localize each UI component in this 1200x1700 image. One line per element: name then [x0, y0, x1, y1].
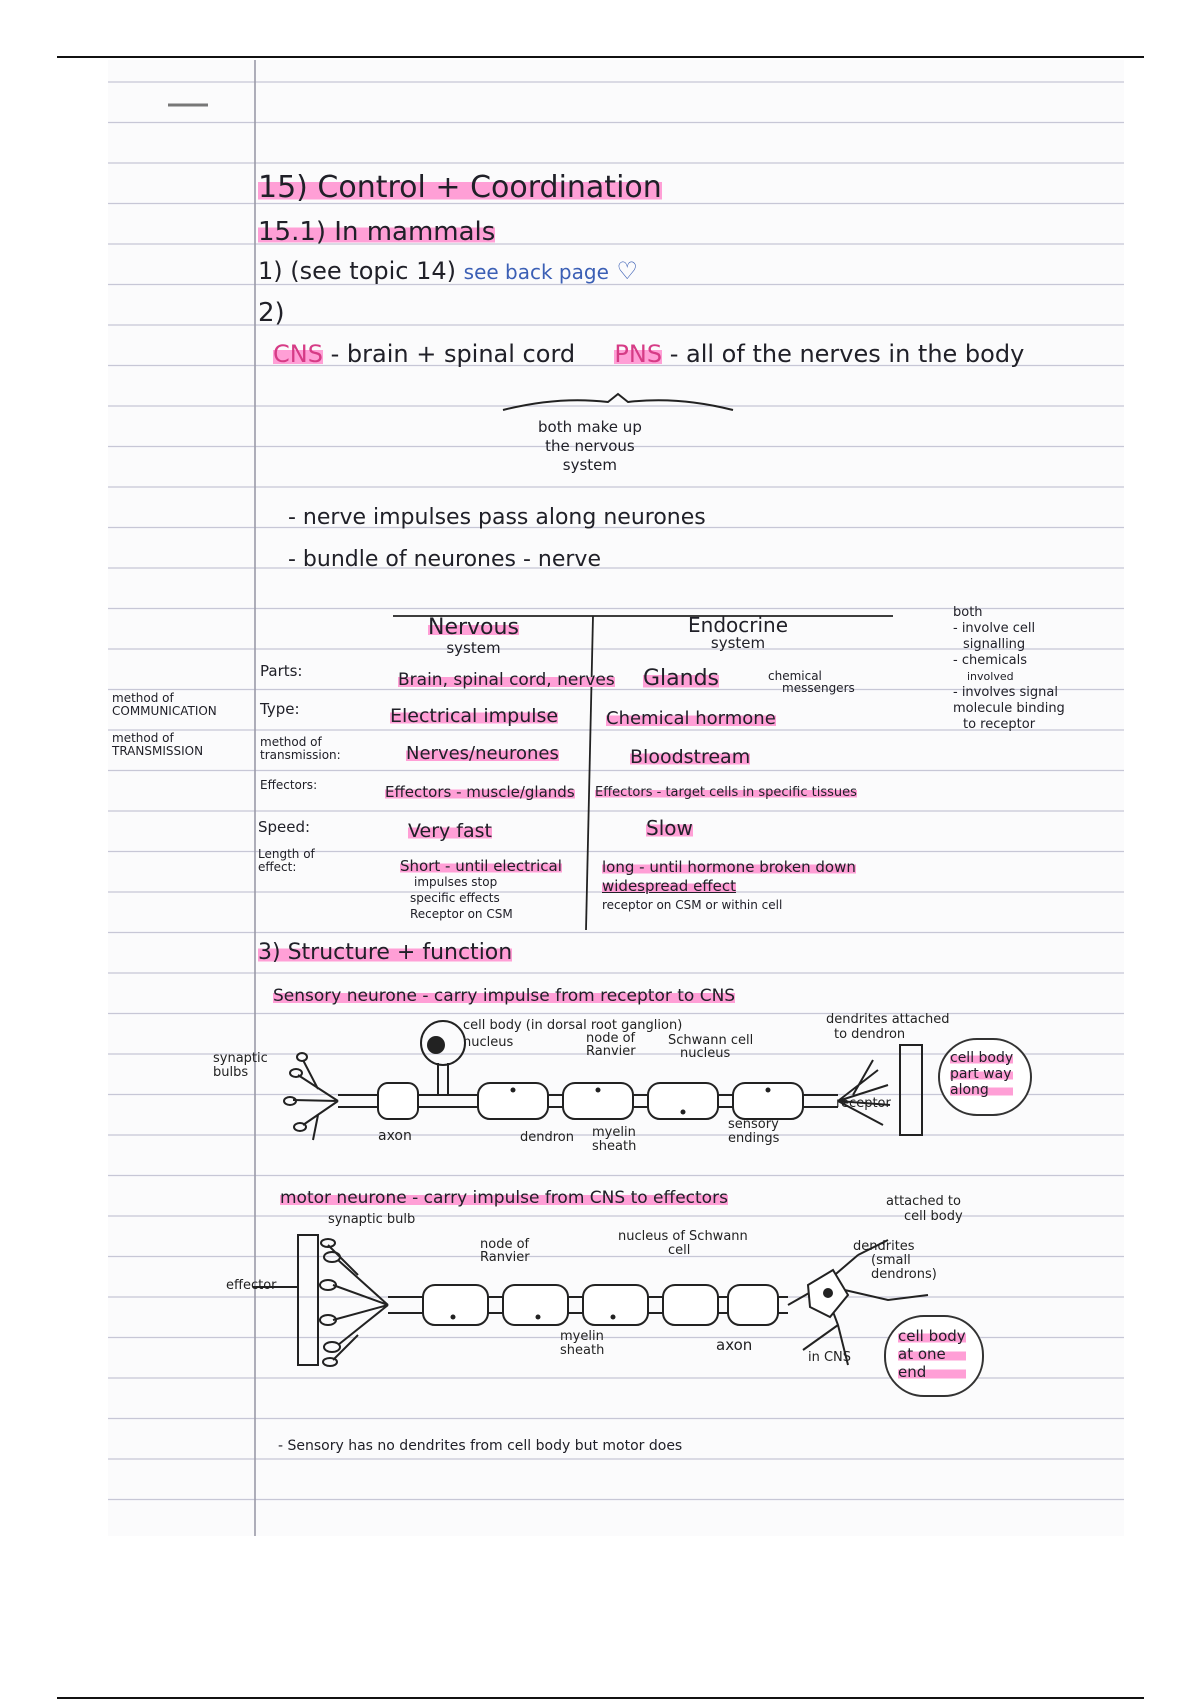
label-synaptic-bulb: synaptic bulb	[328, 1212, 416, 1227]
nervous-parts: Brain, spinal cord, nerves	[398, 670, 615, 690]
section3-heading: 3) Structure + function	[258, 940, 513, 965]
endocrine-length: long - until hormone broken down widespread effect receptor on CSM or within cell	[602, 858, 856, 912]
label-in-cns: in CNS	[808, 1350, 852, 1365]
cns-term: CNS	[273, 340, 323, 368]
row-label-method: method of transmission:	[260, 735, 341, 762]
row-label-speed: Speed:	[258, 818, 311, 836]
col-endocrine-header: Endocrine system	[688, 613, 788, 652]
row-label-length: Length of effect:	[258, 847, 315, 874]
motor-cloud-note: cell body at one end	[884, 1315, 984, 1397]
nervous-method: Nerves/neurones	[406, 743, 559, 764]
label-attached-cell-body: attached to cell body	[886, 1194, 963, 1224]
label-receptor: receptor	[836, 1096, 891, 1111]
label-sensory-endings: sensory endings	[728, 1117, 780, 1146]
margin-label-transmission: method of TRANSMISSION	[112, 731, 204, 758]
label-effector: effector	[226, 1278, 277, 1293]
label-myelin-sheath: myelin sheath	[592, 1125, 637, 1154]
footnote: - Sensory has no dendrites from cell body but motor does	[278, 1438, 683, 1454]
row-label-type: Type:	[260, 700, 300, 718]
label-synaptic-bulbs: synaptic bulbs	[213, 1051, 268, 1080]
endocrine-effectors: Effectors - target cells in specific tissues	[595, 785, 857, 800]
label-schwann-nucleus: Schwann cell nucleus	[668, 1033, 754, 1061]
nervous-effectors: Effectors - muscle/glands	[385, 783, 575, 801]
margin-label-communication: method of COMMUNICATION	[112, 691, 217, 718]
cns-pns-line: CNS - brain + spinal cord PNS - all of the nerves in the body	[273, 340, 1025, 368]
nervous-type: Electrical impulse	[390, 705, 559, 727]
label-dendrites-attached: dendrites attached to dendron	[826, 1012, 950, 1042]
chemical-messengers-note: chemical messengers	[768, 669, 855, 695]
heart-icon: ♡	[616, 257, 639, 285]
row-label-effectors: Effectors:	[260, 778, 318, 792]
col-nervous-header: Nervous system	[428, 615, 519, 657]
page-title: 15) Control + Coordination	[258, 170, 662, 205]
label-dendron: dendron	[520, 1130, 574, 1145]
motor-title: motor neurone - carry impulse from CNS to effectors	[280, 1188, 728, 1208]
label-axon: axon	[378, 1128, 412, 1144]
label-nucleus: nucleus	[463, 1035, 514, 1050]
pns-term: PNS	[614, 340, 663, 368]
label-motor-myelin-sheath: myelin sheath	[560, 1329, 605, 1358]
point-1: 1) (see topic 14) see back page ♡	[258, 257, 639, 285]
sensory-title: Sensory neurone - carry impulse from receptor to CNS	[273, 986, 736, 1006]
endocrine-parts: Glands	[643, 666, 720, 691]
point-2-number: 2)	[258, 298, 285, 328]
label-dendrites: dendrites (small dendrons)	[853, 1239, 937, 1282]
sensory-cloud-note: cell body part way along	[938, 1038, 1032, 1116]
nervous-length: Short - until electrical impulses stop specific effects Receptor on CSM	[400, 857, 562, 921]
bullet-nerve: - bundle of neurones - nerve	[288, 547, 601, 572]
endocrine-method: Bloodstream	[630, 746, 751, 768]
notebook-page	[108, 60, 1124, 1536]
bullet-impulses: - nerve impulses pass along neurones	[288, 505, 706, 530]
subtitle: 15.1) In mammals	[258, 217, 496, 247]
label-motor-node-ranvier: node of Ranvier	[480, 1237, 530, 1265]
page-bottom-rule	[57, 1697, 1144, 1699]
nervous-speed: Very fast	[408, 820, 492, 842]
endocrine-type: Chemical hormone	[606, 708, 776, 729]
see-back-page-link: see back page	[463, 260, 609, 284]
both-notes: both - involve cell signalling - chemicals involved - involves signal molecule binding to receptor	[953, 605, 1065, 732]
label-cell-body: cell body (in dorsal root ganglion)	[463, 1018, 683, 1033]
label-node-ranvier: node of Ranvier	[586, 1031, 636, 1059]
row-label-parts: Parts:	[260, 662, 303, 680]
endocrine-speed: Slow	[646, 816, 693, 840]
label-motor-axon: axon	[716, 1336, 753, 1354]
page-top-rule	[57, 56, 1144, 58]
label-schwann-cell: nucleus of Schwann cell	[618, 1229, 748, 1258]
brace-note: both make up the nervous system	[538, 418, 642, 474]
